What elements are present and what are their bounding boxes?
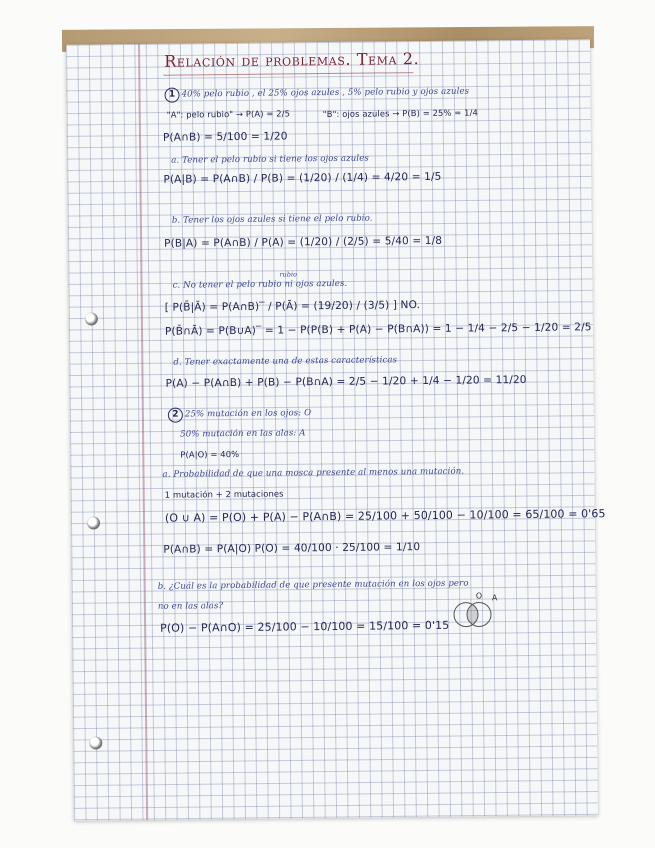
punch-hole bbox=[85, 312, 98, 325]
p2-part-a-sub: 1 mutación + 2 mutaciones bbox=[164, 488, 284, 500]
problem-2-line-3: P(A|O) = 40% bbox=[180, 448, 240, 460]
graph-paper-sheet bbox=[66, 39, 606, 820]
intersection-formula: P(A∩B) = 5/100 = 1/20 bbox=[162, 130, 288, 144]
problem-2-line-2: 50% mutación en las alas: A bbox=[180, 428, 306, 440]
part-d-formula: P(A) − P(A∩B) + P(B) − P(B∩A) = 2/5 − 1/20 + 1/4 − 1/20 = 11/20 bbox=[165, 373, 527, 390]
venn-label-a: A bbox=[491, 593, 498, 603]
part-b-formula: P(B|A) = P(A∩B) / P(A) = (1/20) / (2/5) = 5/40 = 1/8 bbox=[164, 234, 443, 250]
definition-b: "B": ojos azules → P(B) = 25% = 1/4 bbox=[322, 107, 478, 120]
p2-part-b-text-1: b. ¿Cuál es la probabilidad de que presente mutación en los ojos pero bbox=[157, 578, 469, 592]
part-c-text: c. No tener el pelo rubio ni ojos azules. bbox=[172, 278, 348, 291]
part-b-text: b. Tener los ojos azules si tiene el pelo rubio. bbox=[171, 213, 373, 226]
title-underline bbox=[163, 72, 413, 76]
part-c-formula-2: P(B̄∩Ā) = P(B∪A)‾ = 1 − P(P(B) + P(A) − P(B∩A)) = 1 − 1/4 − 2/5 − 1/20 = 2/5 bbox=[164, 321, 592, 338]
p2-part-b-formula: P(O) − P(A∩O) = 25/100 − 10/100 = 15/100 = 0'15 bbox=[160, 618, 450, 635]
punch-hole bbox=[89, 736, 102, 749]
part-a-formula: P(A|B) = P(A∩B) / P(B) = (1/20) / (1/4) = 4/20 = 1/5 bbox=[163, 170, 442, 186]
p2-part-a-text: a. Probabilidad de que una mosca presente al menos una mutación. bbox=[162, 466, 465, 480]
part-d-text: d. Tener exactamente una de estas características bbox=[173, 355, 398, 368]
venn-label-o: O bbox=[475, 591, 483, 601]
p2-part-a-formula: (O ∪ A) = P(O) + P(A) − P(A∩B) = 25/100 + 50/100 − 10/100 = 65/100 = 0'65 bbox=[164, 507, 606, 525]
definition-a: "A": pelo rubio" → P(A) = 2/5 bbox=[166, 108, 291, 120]
page-title: Relación de problemas. Tema 2. bbox=[164, 49, 420, 71]
problem-number: 1 bbox=[164, 88, 179, 103]
p2-part-a-formula-2: P(A∩B) = P(A|O) P(O) = 40/100 · 25/100 = 1/10 bbox=[163, 541, 421, 556]
part-c-formula-1: [ P(B̄|Ā) = P(A∩B)‾ / P(Ā) = (19/20) / (3/5) ] NO. bbox=[164, 299, 421, 314]
p2-part-b-text-2: no en las alas? bbox=[157, 601, 224, 612]
venn-diagram bbox=[446, 590, 506, 635]
part-c-insertion: rubio bbox=[279, 270, 298, 279]
problem-2-line-1: 2 25% mutación en los ojos: O bbox=[168, 406, 311, 422]
problem-number: 2 bbox=[168, 408, 183, 423]
part-a-text: a. Tener el pelo rubio si tiene los ojos azules bbox=[171, 153, 369, 166]
problem-1-statement: 1 40% pelo rubio , el 25% ojos azules , 5% pelo rubio y ojos azules bbox=[164, 85, 469, 103]
punch-hole bbox=[87, 516, 100, 529]
margin-line bbox=[138, 44, 148, 820]
